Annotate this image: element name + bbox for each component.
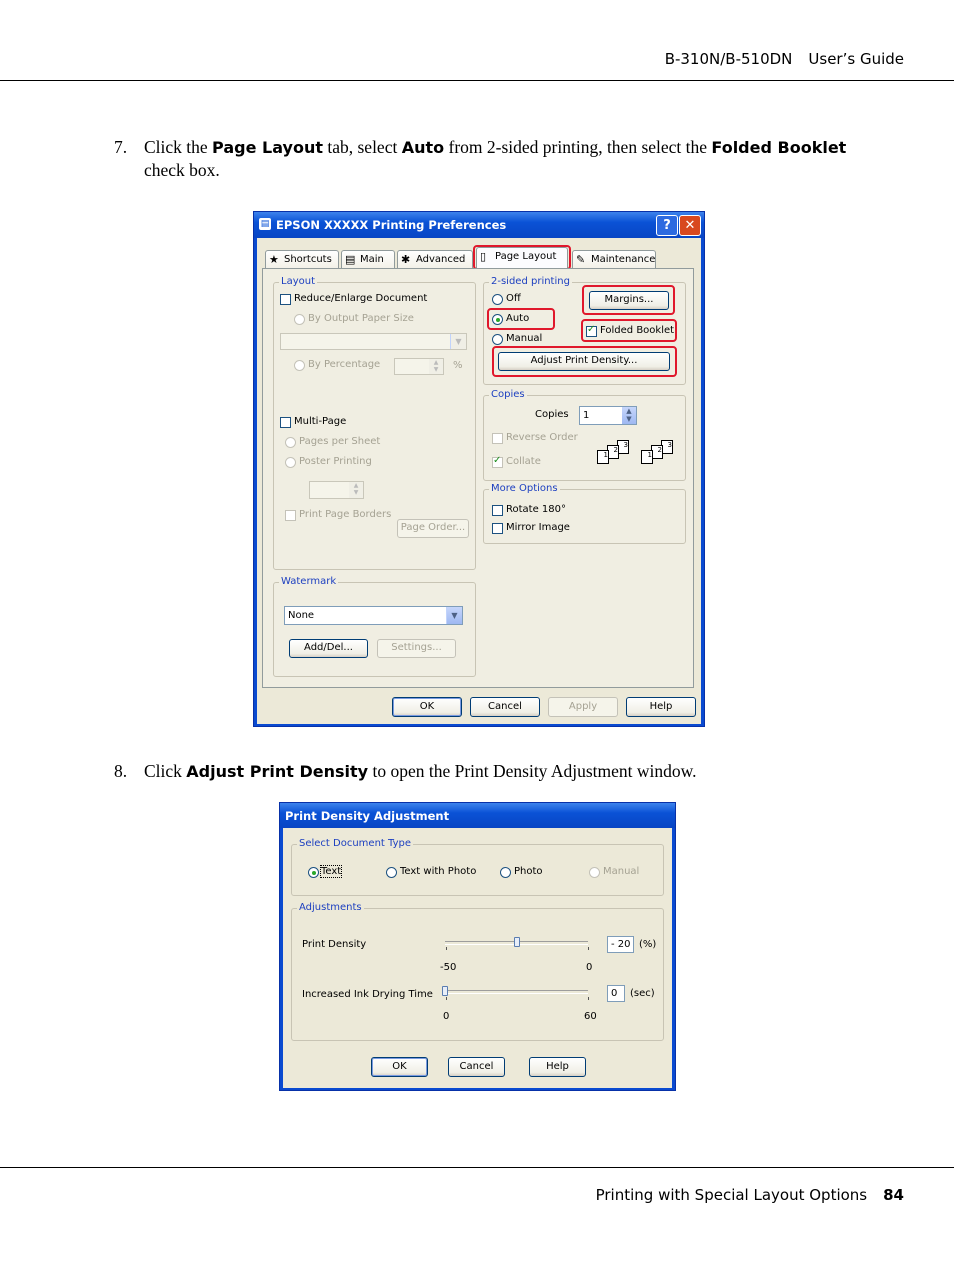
window-title: Print Density Adjustment bbox=[285, 809, 450, 823]
step-number: 7. bbox=[114, 137, 128, 157]
collate-checkbox[interactable] bbox=[492, 457, 503, 468]
footer-section: Printing with Special Layout Options bbox=[595, 1186, 868, 1204]
spinner-arrows-icon: ▲ ▼ bbox=[622, 407, 636, 424]
step-text-part: from 2-sided printing, then select the bbox=[444, 137, 712, 157]
cancel-button[interactable]: Cancel bbox=[470, 697, 540, 717]
poster-printing-radio[interactable] bbox=[285, 457, 296, 468]
watermark-legend: Watermark bbox=[281, 576, 337, 587]
page-digit: 1 bbox=[597, 450, 609, 464]
cancel-button[interactable]: Cancel bbox=[448, 1057, 505, 1077]
collate-pages-icon bbox=[641, 440, 677, 466]
mirror-image-checkbox[interactable] bbox=[492, 523, 503, 534]
poster-printing-label: Poster Printing bbox=[299, 456, 372, 467]
two-sided-group bbox=[483, 276, 686, 385]
print-density-slider[interactable] bbox=[514, 937, 520, 947]
text-label: Text bbox=[321, 866, 342, 877]
page-digit: 3 bbox=[661, 440, 673, 454]
rotate-180-label: Rotate 180° bbox=[506, 504, 567, 515]
step-number: 8. bbox=[114, 761, 128, 781]
two-sided-off-radio[interactable] bbox=[492, 294, 503, 305]
page-digit: 1 bbox=[641, 450, 653, 464]
document-type-group bbox=[291, 838, 664, 896]
slider-tick bbox=[588, 997, 589, 1000]
copies-value: 1 bbox=[583, 410, 590, 421]
tab-maintenance[interactable] bbox=[572, 250, 656, 268]
density-max-label: 0 bbox=[586, 962, 593, 973]
chevron-down-icon: ▼ bbox=[446, 607, 462, 624]
ink-drying-label: Increased Ink Drying Time bbox=[302, 989, 433, 1000]
help-icon[interactable]: ? bbox=[656, 215, 678, 236]
watermark-value: None bbox=[288, 610, 315, 621]
multi-page-label: Multi-Page bbox=[294, 416, 347, 427]
by-percentage-label: By Percentage bbox=[308, 359, 381, 370]
window-body bbox=[257, 238, 701, 724]
reverse-order-checkbox[interactable] bbox=[492, 433, 503, 444]
step-bold: Page Layout bbox=[212, 138, 323, 157]
tab-label: Maintenance bbox=[591, 254, 656, 265]
page-digit: 2 bbox=[651, 445, 663, 459]
density-unit: (%) bbox=[639, 939, 657, 950]
star-icon: ★ bbox=[269, 253, 279, 266]
margins-button[interactable]: Margins... bbox=[589, 291, 669, 310]
spinner-arrows-icon: ▲ ▼ bbox=[349, 482, 363, 498]
ink-drying-input[interactable]: 0 bbox=[607, 985, 625, 1002]
text-with-photo-label: Text with Photo bbox=[400, 866, 477, 877]
two-sided-manual-label: Manual bbox=[506, 333, 543, 344]
percentage-spinner[interactable] bbox=[394, 358, 444, 375]
page-digit: 3 bbox=[617, 440, 629, 454]
adjustments-legend: Adjustments bbox=[299, 902, 362, 913]
tab-label: Shortcuts bbox=[284, 254, 332, 265]
page-digit: 2 bbox=[607, 445, 619, 459]
watermark-select[interactable] bbox=[284, 606, 463, 625]
gear-icon: ✱ bbox=[401, 253, 411, 266]
more-options-legend: More Options bbox=[491, 483, 558, 494]
density-min-label: -50 bbox=[440, 962, 457, 973]
reduce-enlarge-checkbox[interactable] bbox=[280, 294, 291, 305]
dry-min-label: 0 bbox=[443, 1011, 450, 1022]
multi-page-checkbox[interactable] bbox=[280, 417, 291, 428]
rotate-180-checkbox[interactable] bbox=[492, 505, 503, 516]
folded-booklet-label: Folded Booklet bbox=[600, 325, 675, 336]
help-button[interactable]: Help bbox=[626, 697, 696, 717]
step-text bbox=[144, 136, 884, 182]
tab-label: Main bbox=[360, 254, 384, 265]
layout-legend: Layout bbox=[281, 276, 315, 287]
collate-label: Collate bbox=[506, 456, 541, 467]
tab-label: Page Layout bbox=[495, 251, 557, 262]
step-text-part: to open the Print Density Adjustment window. bbox=[368, 761, 697, 781]
photo-label: Photo bbox=[514, 866, 543, 877]
wrench-icon: ✎ bbox=[576, 253, 586, 266]
chevron-down-icon: ▼ bbox=[450, 334, 466, 349]
page-header bbox=[649, 50, 904, 68]
by-output-radio[interactable] bbox=[294, 314, 305, 325]
page-icon: ▯ bbox=[480, 250, 487, 263]
two-sided-manual-radio[interactable] bbox=[492, 334, 503, 345]
help-button[interactable]: Help bbox=[529, 1057, 586, 1077]
pages-spinner[interactable] bbox=[309, 481, 364, 499]
manual-radio[interactable] bbox=[589, 867, 600, 878]
tab-shortcuts[interactable] bbox=[265, 250, 339, 268]
copies-legend: Copies bbox=[491, 389, 525, 400]
highlight-auto bbox=[487, 308, 555, 330]
two-sided-off-label: Off bbox=[506, 293, 521, 304]
step-bold: Adjust Print Density bbox=[186, 762, 369, 781]
manual-label: Manual bbox=[603, 866, 640, 877]
ok-button[interactable]: OK bbox=[371, 1057, 428, 1077]
header-product: B-310N/B-510DN bbox=[664, 50, 793, 68]
step-text bbox=[144, 760, 884, 783]
apply-button[interactable]: Apply bbox=[548, 697, 618, 717]
percent-sign: % bbox=[453, 360, 463, 371]
collate-pages-icon bbox=[597, 440, 633, 466]
step-bold: Auto bbox=[401, 138, 445, 157]
highlight-page-layout bbox=[473, 245, 571, 270]
page-order-button[interactable]: Page Order... bbox=[397, 519, 469, 538]
pages-per-sheet-label: Pages per Sheet bbox=[299, 436, 381, 447]
header-rule bbox=[0, 80, 954, 81]
window-title: EPSON XXXXX Printing Preferences bbox=[276, 218, 507, 232]
ink-drying-track bbox=[445, 990, 588, 994]
layout-group bbox=[273, 276, 476, 570]
spinner-arrows-icon: ▲ ▼ bbox=[429, 359, 443, 374]
dry-max-label: 60 bbox=[584, 1011, 597, 1022]
watermark-group bbox=[273, 576, 476, 677]
slider-tick bbox=[588, 947, 589, 950]
tab-panel bbox=[262, 268, 694, 688]
tab-advanced[interactable] bbox=[397, 250, 473, 268]
print-density-label: Print Density bbox=[302, 939, 367, 950]
adjustments-group bbox=[291, 902, 664, 1041]
window-titlebar bbox=[254, 212, 704, 238]
text-with-photo-radio[interactable] bbox=[386, 867, 397, 878]
printer-icon: ▤ bbox=[345, 253, 356, 266]
two-sided-auto-label: Auto bbox=[506, 313, 530, 324]
step-text-part: Click the bbox=[144, 137, 213, 157]
window-body bbox=[283, 828, 672, 1088]
step-text-part: Click bbox=[144, 761, 187, 781]
watermark-settings-button[interactable]: Settings... bbox=[377, 639, 456, 658]
more-options-group bbox=[483, 483, 686, 544]
tab-main[interactable] bbox=[341, 250, 395, 268]
highlight-folded-booklet bbox=[581, 319, 677, 342]
printing-preferences-window bbox=[253, 211, 705, 727]
copies-group bbox=[483, 389, 686, 481]
photo-radio[interactable] bbox=[500, 867, 511, 878]
copies-label: Copies bbox=[535, 409, 569, 420]
slider-tick bbox=[446, 947, 447, 950]
highlight-margins bbox=[582, 285, 675, 315]
step-text-part: tab, select bbox=[322, 137, 402, 157]
window-titlebar bbox=[280, 803, 675, 828]
text-radio[interactable] bbox=[308, 867, 319, 878]
ink-drying-slider[interactable] bbox=[442, 986, 448, 996]
page-footer bbox=[596, 1186, 904, 1204]
printer-icon: ▤ bbox=[260, 219, 270, 229]
slider-tick bbox=[446, 997, 447, 1000]
add-del-button[interactable]: Add/Del... bbox=[289, 639, 368, 658]
adjust-print-density-button[interactable]: Adjust Print Density... bbox=[498, 352, 670, 371]
pages-per-sheet-radio[interactable] bbox=[285, 437, 296, 448]
footer-rule bbox=[0, 1167, 954, 1168]
print-page-borders-label: Print Page Borders bbox=[299, 509, 392, 520]
document-type-legend: Select Document Type bbox=[299, 838, 411, 849]
ok-button[interactable]: OK bbox=[392, 697, 462, 717]
reverse-order-label: Reverse Order bbox=[506, 432, 578, 443]
reduce-enlarge-label: Reduce/Enlarge Document bbox=[294, 293, 428, 304]
paper-size-select[interactable] bbox=[280, 333, 467, 350]
step-text-part: check box. bbox=[144, 160, 220, 180]
page-number: 84 bbox=[883, 1186, 904, 1204]
close-icon[interactable]: ✕ bbox=[679, 215, 701, 236]
mirror-image-label: Mirror Image bbox=[506, 522, 570, 533]
print-page-borders-checkbox[interactable] bbox=[285, 510, 296, 521]
by-percentage-radio[interactable] bbox=[294, 360, 305, 371]
tab-label: Advanced bbox=[416, 254, 466, 265]
highlight-adjust-density bbox=[492, 346, 677, 377]
copies-spinner[interactable] bbox=[579, 406, 637, 425]
by-output-label: By Output Paper Size bbox=[308, 313, 414, 324]
print-density-window bbox=[279, 802, 676, 1091]
header-guide: User’s Guide bbox=[808, 50, 904, 68]
step-bold: Folded Booklet bbox=[711, 138, 847, 157]
print-density-input[interactable]: - 20 bbox=[607, 936, 634, 953]
dry-unit: (sec) bbox=[630, 988, 655, 999]
two-sided-legend: 2-sided printing bbox=[491, 276, 570, 287]
